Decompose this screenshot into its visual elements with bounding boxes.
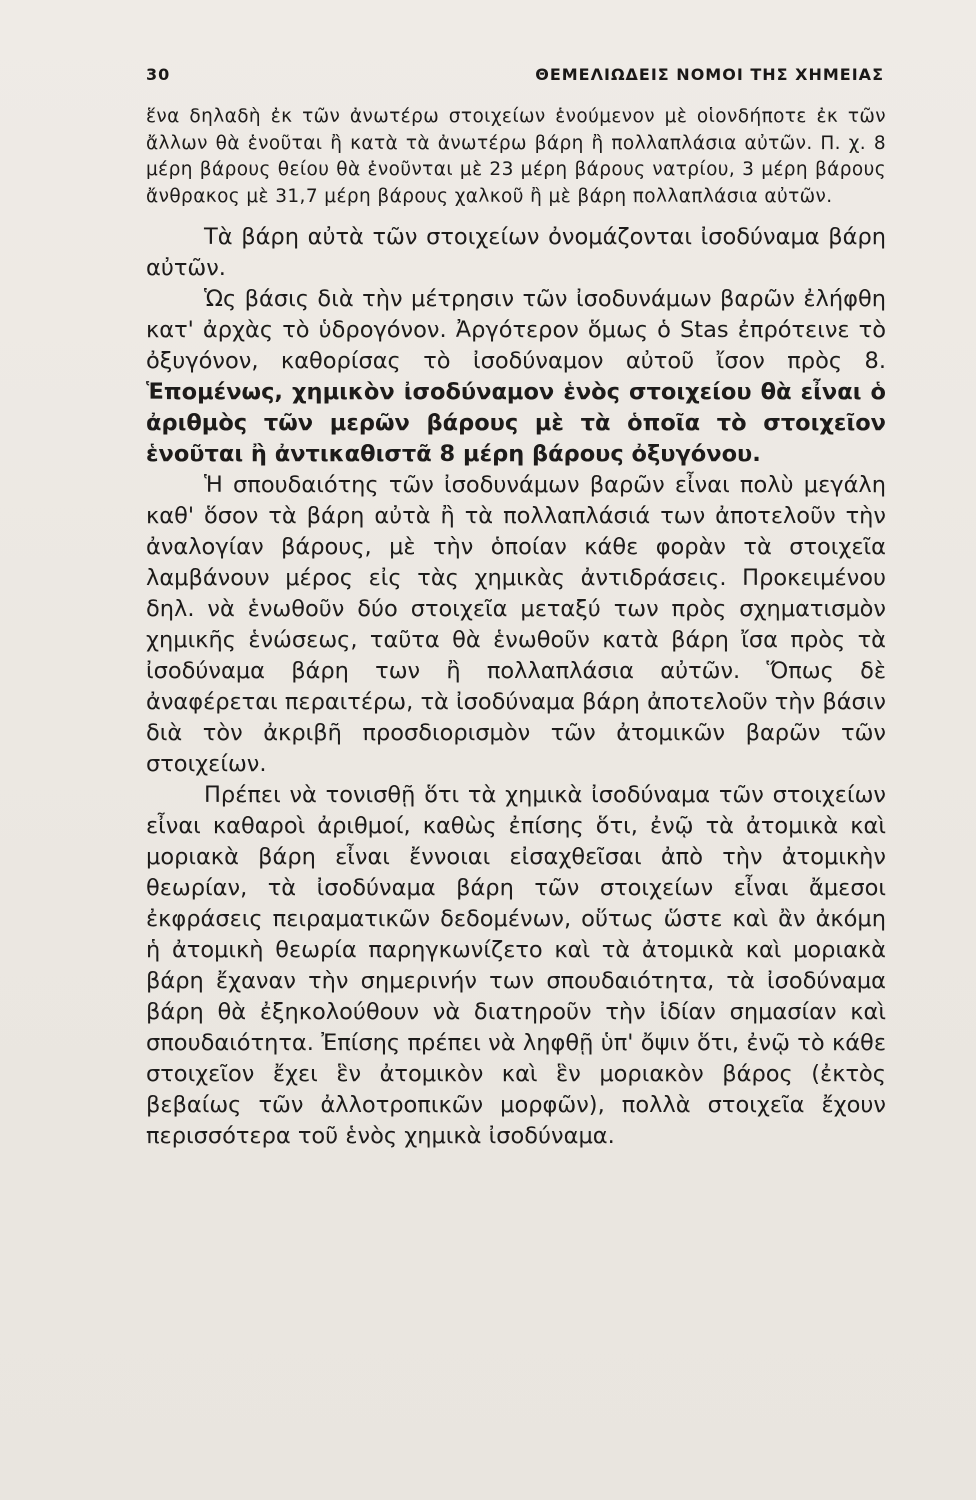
page-body [146, 104, 886, 1152]
running-title: ΘΕΜΕΛΙΩΔΕΙΣ ΝΟΜΟΙ ΤΗΣ ΧΗΜΕΙΑΣ [535, 64, 884, 84]
paragraph-definition-text: Ὡς βάσις διὰ τὴν μέτρησιν τῶν ἰσοδυνάμων βαρῶν ἐλήφθη κατ' ἀρχὰς τὸ ὑδρογόνον. Ἀργότερον ὅμως ὁ Stas ἐπρότεινε τὸ ὀξυγόνον, καθορίσας τὸ ἰσοδύναμον αὐτοῦ ἴσον πρὸς 8. [146, 286, 886, 374]
definition-bold: Ἑπομένως, χημικὸν ἰσοδύναμον ἑνὸς στοιχείου θὰ εἶναι ὁ ἀριθμὸς τῶν μερῶν βάρους μὲ τὰ ὁποῖα τὸ στοιχεῖον ἑνοῦται ἢ ἀντικαθιστᾶ 8 μέρη βάρους ὀξυγόνου. [146, 379, 886, 467]
main-text [146, 222, 886, 1152]
page-number: 30 [146, 64, 171, 84]
paragraph-note: Πρέπει νὰ τονισθῇ ὅτι τὰ χημικὰ ἰσοδύναμα τῶν στοιχείων εἶναι καθαροὶ ἀριθμοί, καθὼς ἐπίσης ὅτι, ἐνῷ τὰ ἀτομικὰ καὶ μοριακὰ βάρη εἶναι ἔννοιαι εἰσαχθεῖσαι ἀπὸ τὴν ἀτομικὴν θεωρίαν, τὰ ἰσοδύναμα βάρη τῶν στοιχείων εἶναι ἄμεσοι ἐκφράσεις πειραματικῶν δεδομένων, οὕτως ὥστε καὶ ἂν ἀκόμη ἡ ἀτομικὴ θεωρία παρηγκωνίζετο καὶ τὰ ἀτομικὰ καὶ μοριακὰ βάρη ἔχαναν τὴν σημερινήν των σπουδαιότητα, τὰ ἰσοδύναμα βάρη θὰ ἐξηκολούθουν νὰ διατηροῦν τὴν ἰδίαν σημασίαν καὶ σπουδαιότητα. Ἐπίσης πρέπει νὰ ληφθῇ ὑπ' ὄψιν ὅτι, ἐνῷ τὸ κάθε στοιχεῖον ἔχει ἓν ἀτομικὸν καὶ ἓν μοριακὸν βάρος (ἐκτὸς βεβαίως τῶν ἀλλοτροπικῶν μορφῶν), πολλὰ στοιχεῖα ἔχουν περισσότερα τοῦ ἑνὸς χημικὰ ἰσοδύναμα. [146, 782, 886, 1149]
page-header [146, 60, 884, 88]
intro-block [146, 104, 886, 210]
paragraph-importance: Ἡ σπουδαιότης τῶν ἰσοδυνάμων βαρῶν εἶναι πολὺ μεγάλη καθ' ὅσον τὰ βάρη αὐτὰ ἢ τὰ πολλαπλάσιά των ἀποτελοῦν τὴν ἀναλογίαν βάρους, μὲ τὴν ὁποίαν κάθε φορὰν τὰ στοιχεῖα λαμβάνουν μέρος εἰς τὰς χημικὰς ἀντιδράσεις. Προκειμένου δηλ. νὰ ἑνωθοῦν δύο στοιχεῖα μεταξύ των πρὸς σχηματισμὸν χημικῆς ἑνώσεως, ταῦτα θὰ ἑνωθοῦν κατὰ βάρη ἴσα πρὸς τὰ ἰσοδύναμα βάρη των ἢ πολλαπλάσια αὐτῶν. Ὅπως δὲ ἀναφέρεται περαιτέρω, τὰ ἰσοδύναμα βάρη ἀποτελοῦν τὴν βάσιν διὰ τὸν ἀκριβῆ προσδιορισμὸν τῶν ἀτομικῶν βαρῶν τῶν στοιχείων. [146, 472, 886, 777]
paragraph-definition [146, 284, 886, 470]
paragraph-equivalent-weights: Τὰ βάρη αὐτὰ τῶν στοιχείων ὀνομάζονται ἰσοδύναμα βάρη αὐτῶν. [146, 224, 886, 281]
intro-paragraph: ἕνα δηλαδὴ ἐκ τῶν ἀνωτέρω στοιχείων ἑνούμενον μὲ οἱονδήποτε ἐκ τῶν ἄλλων θὰ ἑνοῦται ἢ κατὰ τὰ ἀνωτέρω βάρη ἢ πολλαπλάσια αὐτῶν. Π. χ. 8 μέρη βάρους θείου θὰ ἑνοῦνται μὲ 23 μέρη βάρους νατρίου, 3 μέρη βάρους ἄνθρακος μὲ 31,7 μέρη βάρους χαλκοῦ ἢ μὲ βάρη πολλαπλάσια αὐτῶν. [146, 106, 886, 207]
